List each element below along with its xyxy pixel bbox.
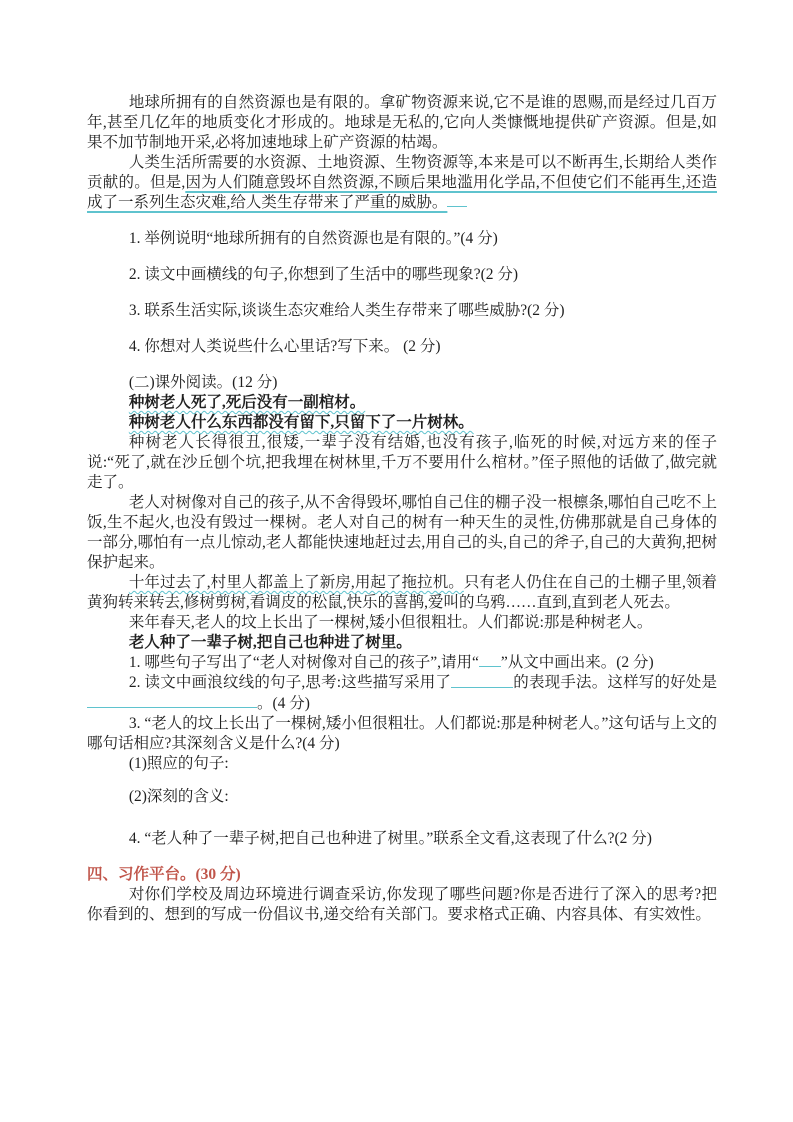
answer-blank-line bbox=[447, 193, 467, 207]
passage2-question-3-sub2 bbox=[87, 787, 717, 807]
passage2-question-4 bbox=[87, 829, 717, 849]
passage2-para3 bbox=[87, 433, 717, 493]
passage1-question-3 bbox=[87, 301, 717, 321]
text-segment: 。(4 分) bbox=[257, 694, 310, 712]
text-segment: 老人对树像对自己的孩子,从不舍得毁坏,哪怕自己住的棚子没一根檩条,哪怕自己吃不上饭,生不起火,也没有毁过一棵树。老人对自己的树有一种天生的灵性,仿佛那就是自己身体的一部分,哪怕有一点儿惊动,老人都能快速地赶过去,用自己的头,自己的斧子,自己的大黄狗,把树保护起来。 bbox=[87, 494, 717, 572]
passage2-question-3-sub1 bbox=[87, 754, 717, 774]
text-segment: 老人种了一辈子树,把自己也种进了树里。 bbox=[128, 634, 412, 652]
text-segment: (2)深刻的含义: bbox=[128, 787, 229, 805]
passage2-question-3 bbox=[87, 714, 717, 754]
text-segment: 人类生活所需要的水资源、土地资源、生物资源等,本来是可以不断再生,长期给人类作贡献的。但是, bbox=[87, 154, 717, 191]
passage1-para1 bbox=[87, 93, 717, 153]
text-segment: 的表现手法。这样写的好处是 bbox=[513, 674, 717, 692]
text-segment: 地球所拥有的自然资源也是有限的。拿矿物资源来说,它不是谁的恩赐,而是经过几百万年,甚至几亿年的地质变化才形成的。地球是无私的,它向人类慷慨地提供矿产资源。但是,如果不加节制地开采,必将加速地球上矿产资源的枯竭。 bbox=[87, 94, 717, 151]
passage1-question-1 bbox=[87, 229, 717, 249]
text-segment: 对你们学校及周边环境进行调查采访,你发现了哪些问题?你是否进行了深入的思考?把你看到的、想到的写成一份倡议书,递交给有关部门。要求格式正确、内容具体、有实效性。 bbox=[87, 885, 717, 923]
answer-blank-line bbox=[87, 694, 257, 708]
text-segment: 4. 你想对人类说些什么心里话?写下来。 (2 分) bbox=[128, 338, 441, 356]
passage2-para5 bbox=[87, 573, 717, 613]
text-segment: (二)课外阅读。(12 分) bbox=[128, 374, 278, 392]
text-segment: 3. 联系生活实际,谈谈生态灾难给人类生存带来了哪些威胁?(2 分) bbox=[128, 302, 565, 320]
passage2-para6 bbox=[87, 613, 717, 633]
text-segment: 来年春天,老人的坟上长出了一棵树,矮小但很粗壮。人们都说:那是种树老人。 bbox=[128, 614, 653, 632]
section2-heading bbox=[87, 373, 717, 393]
text-segment: (1)照应的句子: bbox=[128, 754, 229, 772]
text-segment: 2. 读文中画浪纹线的句子,思考:这些描写采用了 bbox=[128, 674, 452, 692]
answer-blank-line bbox=[479, 653, 501, 667]
passage2-line-bold bbox=[87, 633, 717, 653]
text-segment: 因为人们随意毁坏自然资源,不顾后果地滥用化学品,不但使它们不能再生,还造成了一系列生态灾难,给人类生存带来了严重的威胁。 bbox=[87, 174, 717, 212]
text-segment: 1. 哪些句子写出了“老人对树像对自己的孩子”,请用“ bbox=[128, 654, 479, 672]
text-segment: 1. 举例说明“地球所拥有的自然资源也是有限的。”(4 分) bbox=[128, 230, 498, 248]
text-segment: 十年过去了,村里人都盖上了新房,用起了拖拉机。 bbox=[128, 574, 464, 592]
text-segment: 种树老人什么东西都没有留下,只留下了一片树林。 bbox=[128, 414, 474, 432]
text-segment: ”从文中画出来。(2 分) bbox=[500, 654, 654, 672]
answer-blank-line bbox=[451, 673, 513, 687]
passage2-line2 bbox=[87, 413, 717, 433]
document-body bbox=[87, 93, 717, 925]
text-segment: 2. 读文中画横线的句子,你想到了生活中的哪些现象?(2 分) bbox=[128, 266, 519, 284]
section4-prompt bbox=[87, 885, 717, 925]
passage1-para2 bbox=[87, 153, 717, 213]
passage1-question-2 bbox=[87, 265, 717, 285]
passage1-question-4 bbox=[87, 337, 717, 357]
text-segment: 只有老人仍住在自己的土棚子里,领着黄狗转来转去,修树剪树,看调皮的松鼠,快乐的喜鹊,爱叫的乌鸦……直到,直到老人死去。 bbox=[87, 574, 717, 612]
passage2-para4 bbox=[87, 493, 717, 573]
section4-heading bbox=[87, 865, 717, 885]
passage2-question-1 bbox=[87, 653, 717, 673]
text-segment: 4. “老人种了一辈子树,把自己也种进了树里。”联系全文看,这表现了什么?(2 分) bbox=[128, 829, 652, 847]
text-segment: 四、习作平台。(30 分) bbox=[87, 865, 241, 883]
text-segment: 3. “老人的坟上长出了一棵树,矮小但很粗壮。人们都说:那是种树老人。”这句话与上文的哪句话相应?其深刻含义是什么?(4 分) bbox=[87, 714, 717, 752]
text-segment: 种树老人死了,死后没有一副棺材。 bbox=[128, 394, 366, 412]
passage2-line1 bbox=[87, 393, 717, 413]
passage2-question-2 bbox=[87, 673, 717, 713]
text-segment: 种树老人长得很丑,很矮,一辈子没有结婚,也没有孩子,临死的时候,对远方来的侄子说:“死了,就在沙丘刨个坑,把我埋在树林里,千万不要用什么棺材。”侄子照他的话做了,做完就走了。 bbox=[87, 434, 717, 492]
